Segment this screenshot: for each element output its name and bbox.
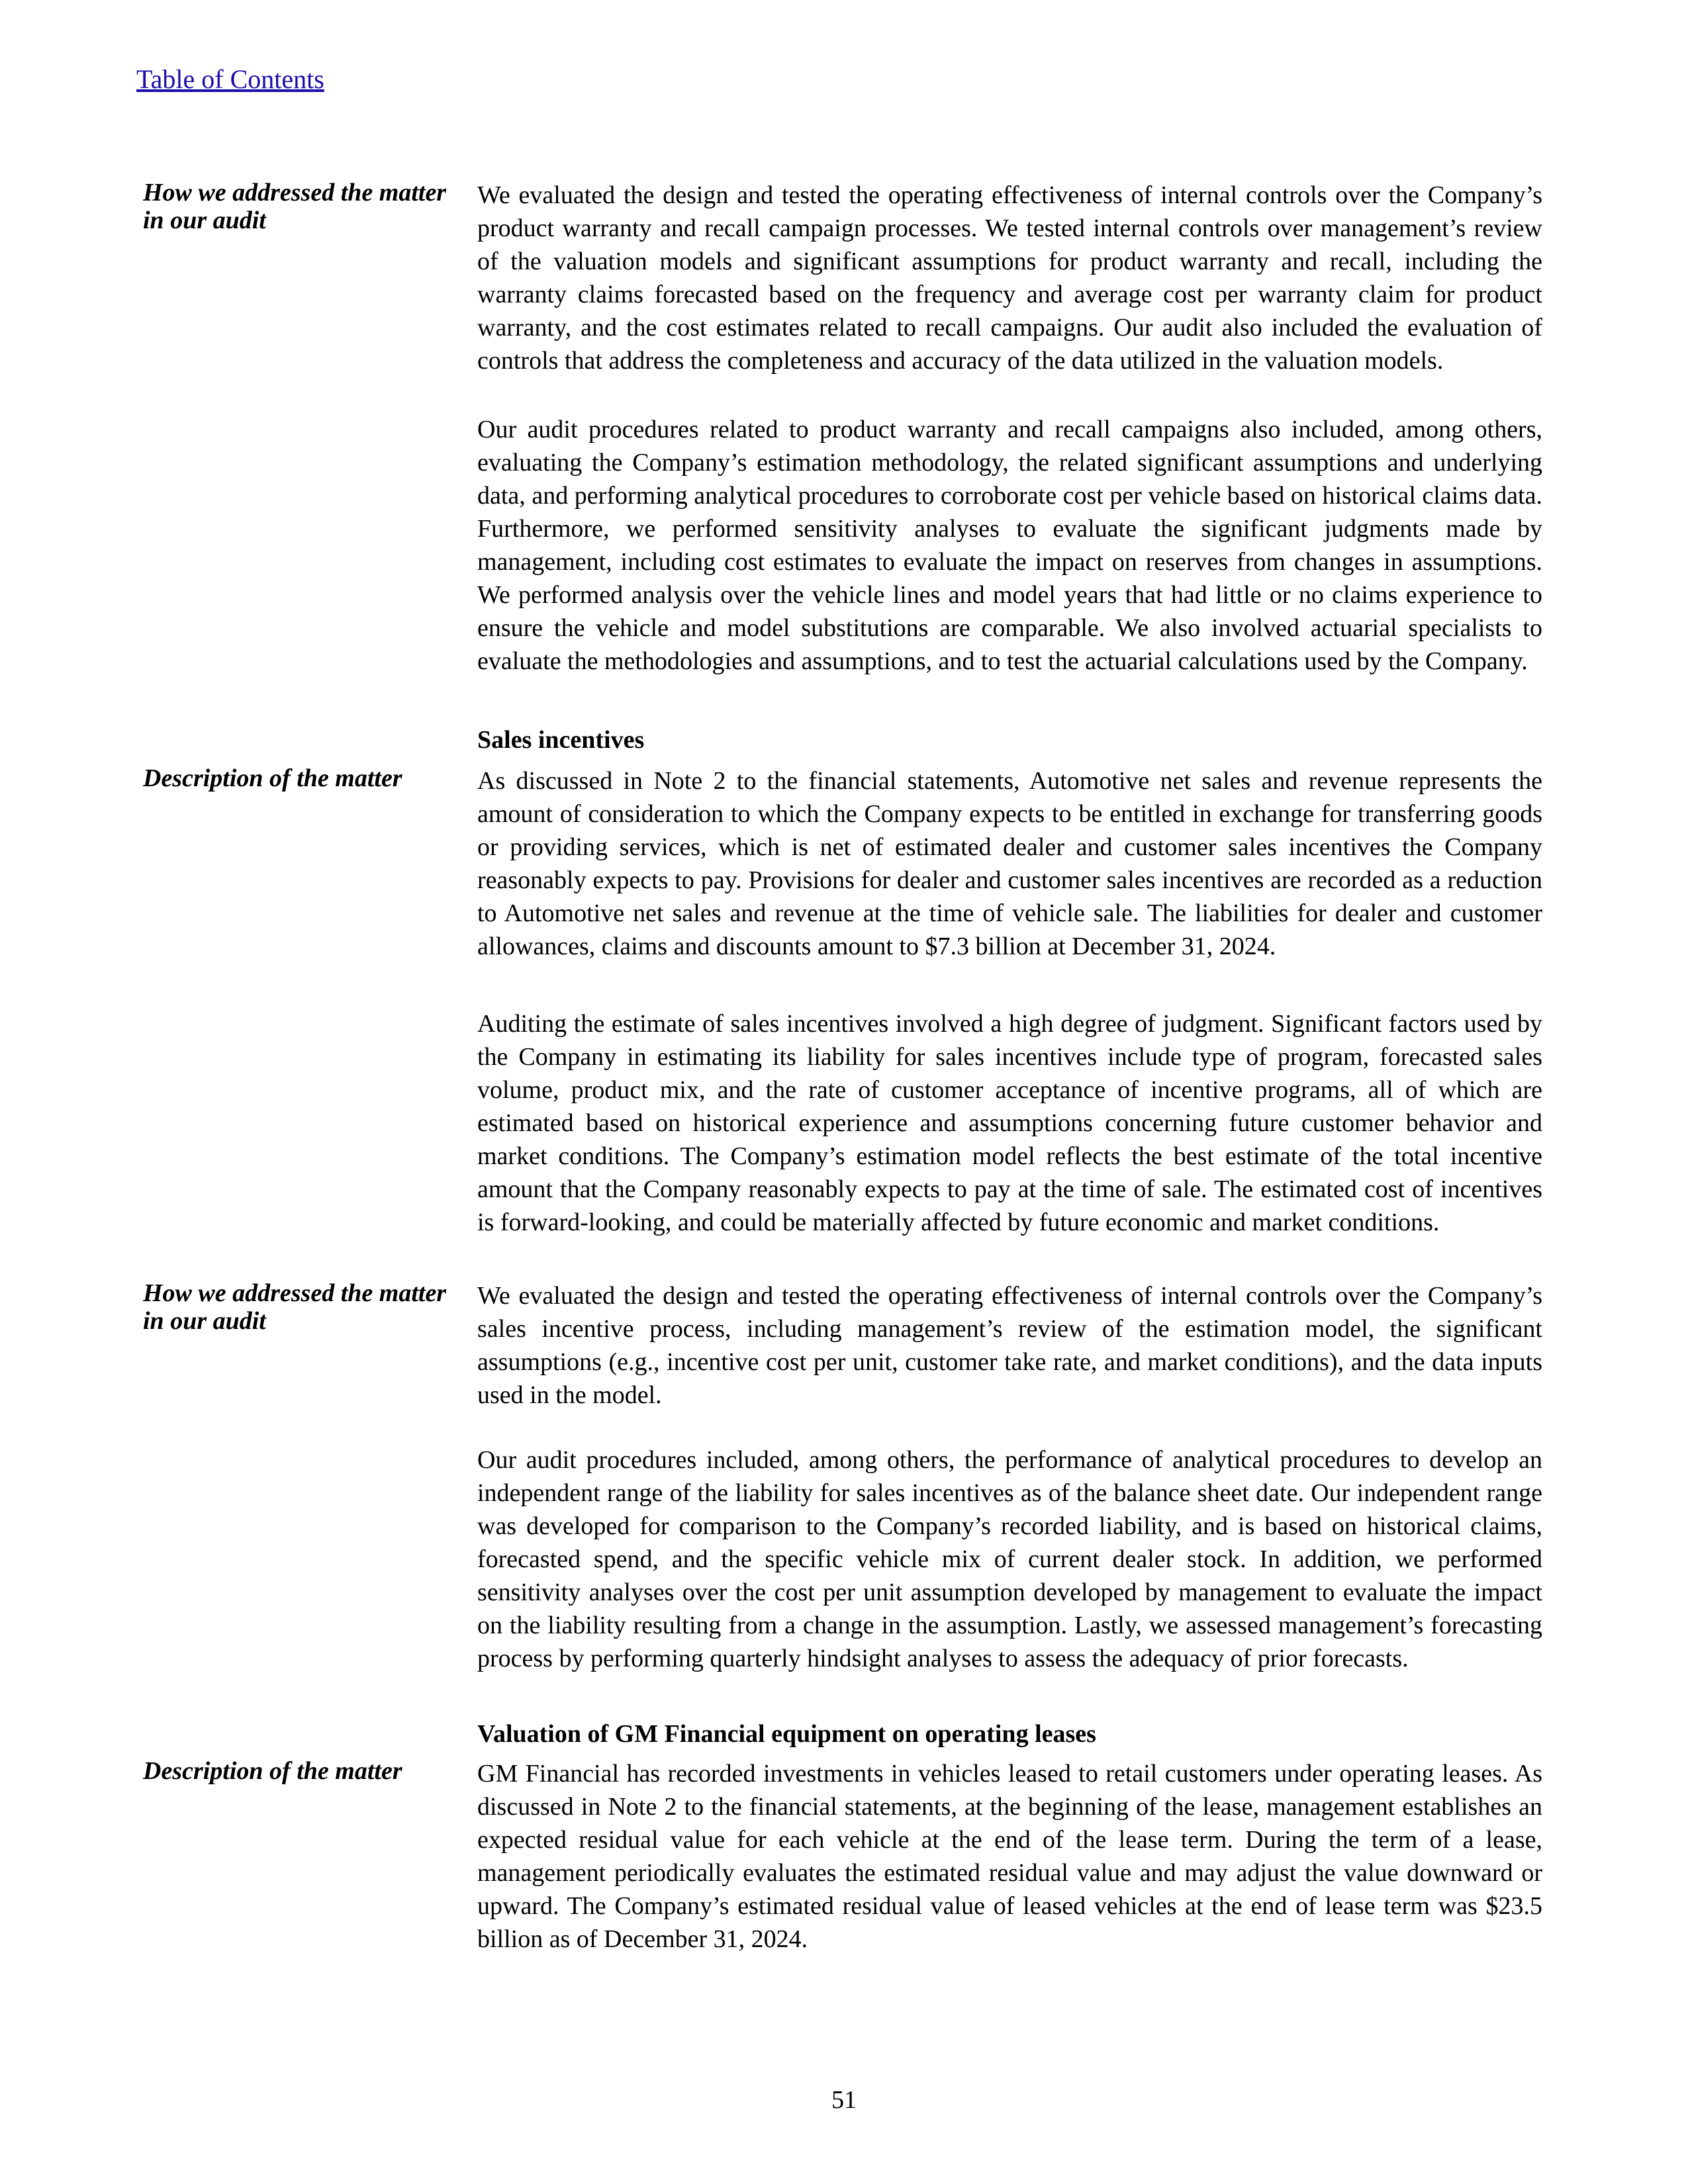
paragraph-warranty-addressed-2: Our audit procedures related to product warranty and recall campaigns also included, among others, evaluating the Company’s estimation methodology, the related significant assumptions and underlying data, and performing analytical procedures to corroborate cost per vehicle based on historical claims data. Furthermore, we performed sensitivity analyses to evaluate the significant judgments made by management, including cost estimates to evaluate the impact on reserves from changes in assumptions. We performed analysis over the vehicle lines and model years that had little or no claims experience to ensure the vehicle and model substitutions are comparable. We also involved actuarial specialists to evaluate the methodologies and assumptions, and to test the actuarial calculations used by the Company.: [477, 416, 1542, 675]
label-description-leases: Description of the matter: [143, 1757, 402, 1785]
paragraph-sales-addressed-2: Our audit procedures included, among others, the performance of analytical procedures to develop an independent range of the liability for sales incentives as of the balance sheet date. Our independent range was developed for comparison to the Company’s recorded liability, and is based on historical claims, forecasted spend, and the specific vehicle mix of current dealer stock. In addition, we performed sensitivity analyses over the cost per unit assumption developed by management to evaluate the impact on the liability resulting from a change in the assumption. Lastly, we assessed management’s forecasting process by performing quarterly hindsight analyses to assess the adequacy of prior forecasts.: [477, 1446, 1542, 1672]
heading-sales-incentives: Sales incentives: [477, 726, 645, 754]
page-number: 51: [831, 2086, 857, 2114]
table-of-contents-link[interactable]: Table of Contents: [136, 64, 324, 94]
paragraph-sales-description-2: Auditing the estimate of sales incentives involved a high degree of judgment. Significant factors used by the Company in estimating its liability for sales incentives include type of program, forecasted sales volume, product mix, and the rate of customer acceptance of incentive programs, all of which are estimated based on historical experience and assumptions concerning future customer behavior and market conditions. The Company’s estimation model reflects the best estimate of the total incentive amount that the Company reasonably expects to pay at the time of sale. The estimated cost of incentives is forward-looking, and could be materially affected by future economic and market conditions.: [477, 1010, 1542, 1236]
paragraph-sales-description-1: As discussed in Note 2 to the financial statements, Automotive net sales and revenue represents the amount of consideration to which the Company expects to be entitled in exchange for transferring goods or providing services, which is net of estimated dealer and customer sales incentives the Company reasonably expects to pay. Provisions for dealer and customer sales incentives are recorded as a reduction to Automotive net sales and revenue at the time of vehicle sale. The liabilities for dealer and customer allowances, claims and discounts amount to $7.3 billion at December 31, 2024.: [477, 767, 1542, 960]
label-how-addressed-sales-incentives: How we addressed the matter in our audit: [143, 1279, 447, 1335]
paragraph-leases-description-1: GM Financial has recorded investments in vehicles leased to retail customers under operating leases. As discussed in Note 2 to the financial statements, at the beginning of the lease, management establishes an expected residual value for each vehicle at the end of the lease term. During the term of a lease, management periodically evaluates the estimated residual value and may adjust the value downward or upward. The Company’s estimated residual value of leased vehicles at the end of lease term was $23.5 billion as of December 31, 2024.: [477, 1760, 1542, 1953]
heading-valuation-operating-leases: Valuation of GM Financial equipment on operating leases: [477, 1720, 1096, 1748]
label-how-addressed-warranty: How we addressed the matter in our audit: [143, 179, 447, 234]
paragraph-sales-addressed-1: We evaluated the design and tested the operating effectiveness of internal controls over the Company’s sales incentive process, including management’s review of the estimation model, the significant assumptions (e.g., incentive cost per unit, customer take rate, and market conditions), and the data inputs used in the model.: [477, 1282, 1542, 1409]
label-description-sales-incentives: Description of the matter: [143, 764, 402, 792]
paragraph-warranty-addressed-1: We evaluated the design and tested the operating effectiveness of internal controls over the Company’s product warranty and recall campaign processes. We tested internal controls over management’s review of the valuation models and significant assumptions for product warranty and recall, including the warranty claims forecasted based on the frequency and average cost per warranty claim for product warranty, and the cost estimates related to recall campaigns. Our audit also included the evaluation of controls that address the completeness and accuracy of the data utilized in the valuation models.: [477, 181, 1542, 375]
